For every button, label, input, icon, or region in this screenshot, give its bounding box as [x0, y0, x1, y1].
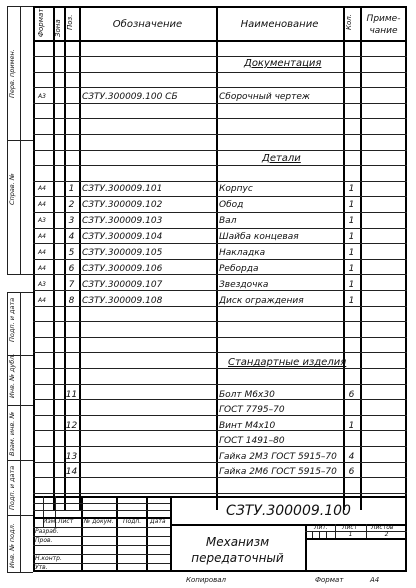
table-row-line — [33, 134, 407, 135]
col-header-designation: Обозначение — [112, 19, 183, 30]
table-row-line — [33, 384, 407, 385]
tb-n-kontr: Н.контр. — [35, 555, 62, 562]
table-row-line — [33, 72, 407, 73]
table-row-line — [33, 446, 407, 447]
row-7-format: А3 — [38, 281, 46, 288]
table-row-line — [33, 150, 407, 151]
col-header-pos: Поз. — [66, 14, 74, 30]
table-row-line — [33, 243, 407, 244]
row-1-designation: СЗТУ.300009.101 — [82, 184, 163, 194]
table-row-line — [33, 103, 407, 104]
footer-format-label: Формат — [315, 576, 344, 584]
row-6-name: Реборда — [219, 264, 259, 274]
table-row-line — [33, 493, 407, 494]
row-4-pos: 4 — [68, 232, 75, 242]
col-header-qty: Кол. — [345, 14, 353, 30]
row-1-format: А4 — [38, 185, 46, 192]
side-label-vzam-inv: Взам. инв. № — [8, 411, 16, 456]
table-row-line — [33, 228, 407, 229]
row-5-format: А4 — [38, 249, 46, 256]
row-12-name: ГОСТ 1491–80 — [219, 436, 285, 446]
footer-kopiroval: Копировал — [186, 576, 226, 584]
section-parts: Детали — [262, 153, 301, 164]
side-label-sprav: Справ. № — [8, 173, 16, 205]
row-9-qty: 6 — [348, 390, 355, 400]
tb-podp: Подп. — [123, 518, 142, 525]
table-row-line — [33, 290, 407, 291]
tb-title-2: передаточный — [191, 551, 284, 565]
tb-prov: Пров. — [35, 537, 53, 544]
side-label-perv: Перв. примен. — [8, 49, 16, 98]
table-row-line — [33, 165, 407, 166]
row-8-format: А4 — [38, 297, 46, 304]
row-3-name: Вал — [219, 216, 237, 226]
row-3-format: А3 — [38, 217, 46, 224]
row-13-name: Гайка 2М3 ГОСТ 5915–70 — [219, 452, 337, 462]
row-2-name: Обод — [219, 200, 244, 210]
row-3-qty: 1 — [348, 216, 355, 226]
row-11-name: Винт М4х10 — [219, 421, 276, 431]
row-1-pos: 1 — [68, 184, 75, 194]
section-documentation: Документация — [244, 58, 322, 69]
row-6-format: А4 — [38, 265, 46, 272]
tb-list-header: Лист — [342, 524, 358, 531]
row-6-qty: 1 — [348, 264, 355, 274]
table-row-line — [33, 87, 407, 88]
table-row-line — [33, 118, 407, 119]
table-row-line — [33, 274, 407, 275]
row-6-designation: СЗТУ.300009.106 — [82, 264, 163, 274]
tb-utv: Утв. — [35, 564, 48, 571]
row-4-designation: СЗТУ.300009.104 — [82, 232, 163, 242]
row-7-name: Звездочка — [219, 280, 269, 290]
tb-lit: Лит. — [314, 524, 328, 531]
row-8-name: Диск ограждения — [219, 296, 304, 306]
row-14-pos: 14 — [65, 467, 78, 477]
tb-izm: Изм. — [43, 518, 58, 525]
col-header-zone: Зона — [54, 19, 62, 37]
tb-title-1: Механизм — [205, 535, 270, 549]
row-6-pos: 6 — [68, 264, 75, 274]
tb-data: Дата — [150, 518, 166, 525]
table-row-line — [33, 477, 407, 478]
col-header-format: Формат — [37, 8, 45, 37]
tb-listov-header: Листов — [371, 524, 394, 531]
side-label-inv-dubl: Инв. № дубл. — [8, 353, 16, 398]
row-8-qty: 1 — [348, 296, 355, 306]
row-2-format: А4 — [38, 201, 46, 208]
row-0-designation: СЗТУ.300009.100 СБ — [82, 92, 178, 102]
footer-format-value: А4 — [370, 576, 380, 584]
table-row-line — [33, 212, 407, 213]
row-13-qty: 4 — [348, 452, 355, 462]
row-3-pos: 3 — [68, 216, 75, 226]
row-5-designation: СЗТУ.300009.105 — [82, 248, 163, 258]
tb-n-dokum: № докум. — [84, 518, 114, 525]
table-row-line — [33, 337, 407, 338]
side-label-inv-podl: Инв. № подл. — [8, 523, 16, 568]
table-row-line — [33, 352, 407, 353]
table-row-line — [33, 368, 407, 369]
row-8-designation: СЗТУ.300009.108 — [82, 296, 163, 306]
table-row-line — [33, 259, 407, 260]
table-row-line — [33, 321, 407, 322]
tb-code: СЗТУ.300009.100 — [226, 503, 351, 519]
col-header-note-1: Приме- — [366, 14, 401, 24]
row-1-qty: 1 — [348, 184, 355, 194]
tb-listov-value: 2 — [384, 531, 389, 538]
row-14-name: Гайка 2М6 ГОСТ 5915–70 — [219, 467, 337, 477]
table-row-line — [33, 196, 407, 197]
row-3-designation: СЗТУ.300009.103 — [82, 216, 163, 226]
col-header-note-2: чание — [369, 26, 398, 36]
row-13-pos: 13 — [65, 452, 78, 462]
table-row-line — [33, 462, 407, 463]
row-0-format: А3 — [38, 93, 46, 100]
section-standard: Стандартные изделия — [228, 357, 347, 368]
row-14-qty: 6 — [348, 467, 355, 477]
row-11-pos: 12 — [65, 421, 78, 431]
row-4-qty: 1 — [348, 232, 355, 242]
col-header-name: Наименование — [240, 19, 319, 30]
row-1-name: Корпус — [219, 184, 253, 194]
table-row-line — [33, 181, 407, 182]
row-2-pos: 2 — [68, 200, 75, 210]
row-10-name: ГОСТ 7795–70 — [219, 405, 285, 415]
row-4-name: Шайба концевая — [219, 232, 299, 242]
row-7-pos: 7 — [68, 280, 75, 290]
row-5-name: Накладка — [219, 248, 266, 258]
row-0-name: Сборочный чертеж — [219, 92, 311, 102]
table-row-line — [33, 415, 407, 416]
tb-razrab: Разраб. — [35, 528, 59, 535]
row-5-qty: 1 — [348, 248, 355, 258]
row-7-qty: 1 — [348, 280, 355, 290]
tb-list-value: 1 — [348, 531, 353, 538]
table-row-line — [33, 306, 407, 307]
tb-list: Лист — [58, 518, 74, 525]
row-9-pos: 11 — [65, 390, 78, 400]
row-8-pos: 8 — [68, 296, 75, 306]
side-label-podp-data-1: Подп. и дата — [8, 297, 16, 342]
side-label-podp-data-2: Подп. и дата — [8, 465, 16, 510]
row-9-name: Болт М6х30 — [219, 390, 275, 400]
row-5-pos: 5 — [68, 248, 75, 258]
row-4-format: А4 — [38, 233, 46, 240]
table-row-line — [33, 56, 407, 57]
row-11-qty: 1 — [348, 421, 355, 431]
row-7-designation: СЗТУ.300009.107 — [82, 280, 163, 290]
row-2-designation: СЗТУ.300009.102 — [82, 200, 163, 210]
row-2-qty: 1 — [348, 200, 355, 210]
